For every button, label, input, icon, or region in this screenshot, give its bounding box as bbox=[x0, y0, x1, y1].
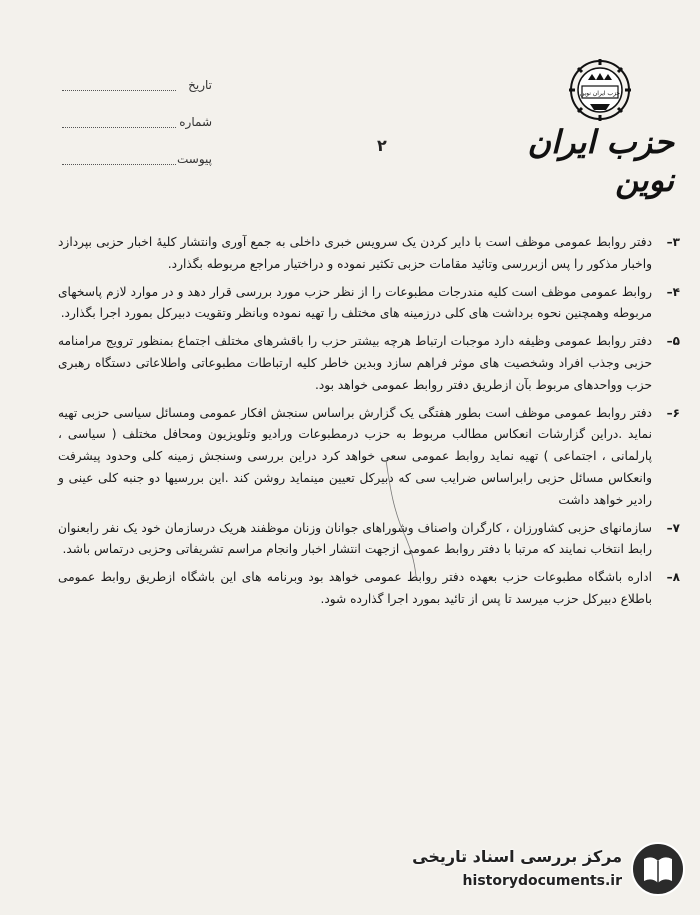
paragraph-5 bbox=[58, 331, 680, 396]
logo-text: حزب ایران نوین bbox=[579, 90, 621, 97]
book-icon bbox=[630, 841, 686, 897]
watermark bbox=[406, 841, 686, 901]
paragraph-text: روابط عمومی موظف است کلیه مندرجات مطبوعات را از نظر حزب مورد بررسی قرار دهد و در موارد لازم پاسخهای مربوطه وهمچنین نحوه برداشت های کلی درزمینه های مختلف را تهیه نموده وبانظر وتقویت دبیرکل بمورد اجرا بگذارد. bbox=[58, 284, 652, 321]
paragraph-text: اداره باشگاه مطبوعات حزب بعهده دفتر روابط عمومی خواهد بود وبرنامه های این باشگاه ازطریق روابط عمومی باطلاع دبیرکل حزب میرسد تا پس از تائید بمورد اجرا گذارده شود. bbox=[58, 570, 652, 606]
paragraph-number: ۶– bbox=[666, 405, 680, 420]
date-field bbox=[62, 72, 212, 109]
paragraph-number: ۵– bbox=[666, 334, 680, 349]
attachment-field bbox=[62, 146, 212, 183]
date-label: تاریخ bbox=[188, 78, 212, 92]
watermark-title: مرکز بررسی اسناد تاریخی bbox=[412, 847, 622, 866]
watermark-url: historydocuments.ir bbox=[462, 873, 622, 889]
paragraph-3 bbox=[58, 232, 680, 276]
number-line bbox=[62, 127, 176, 128]
paragraph-7 bbox=[58, 518, 680, 562]
paragraph-6 bbox=[58, 403, 680, 512]
number-field bbox=[62, 109, 212, 146]
attachment-line bbox=[62, 164, 176, 165]
paragraph-text: دفتر روابط عمومی موظف است بطور هفتگی یک گزارش براساس سنجش افکار عمومی ومسائل سیاسی حزبی تهیه نماید .دراین گزارشات انعکاس مطالب مربوط به حزب درمطبوعات ورادیو وتلویزیون ومحافل مختلف ( سیاسی ، پارلمانی ، اجتماعی ) تهیه نماید روابط عمومی سعی خواهد کرد دراین بررسی وسنجش زمینه کلی وحدود پیشرفت وانعکاس مسائل حزبی رابراساس ضرایب سی که دبیرکل تعیین مینماید روشن کند .این بررسیها دو جنبه کلی عینی و رادیر خواهد داشت bbox=[58, 405, 652, 507]
paragraph-4 bbox=[58, 282, 680, 326]
header-fields bbox=[62, 72, 212, 183]
paragraph-number: ۴– bbox=[666, 284, 680, 299]
attachment-label: پیوست bbox=[177, 152, 212, 166]
paragraph-number: ۷– bbox=[666, 520, 680, 535]
paragraph-number: ۳– bbox=[666, 235, 680, 249]
paragraph-text: دفتر روابط عمومی موظف است با دایر کردن یک سرویس خبری داخلی به جمع آوری وانتشار کلیهٔ اخبار حزبی بپردازد واخبار مذکور را پس ازبررسی وتائید مقامات حزبی تکثیر نموده و دراختیار مراجع مربوطه بگذارد. bbox=[58, 235, 652, 271]
date-line bbox=[62, 90, 176, 91]
paragraph-8 bbox=[58, 567, 680, 611]
paragraph-number: ۸– bbox=[666, 570, 680, 585]
paragraph-text: سازمانهای حزبی کشاورزان ، کارگران واصناف وشوراهای جوانان وزنان موظفند هریک درسازمان خود یک نفر رابعنوان رابط انتخاب نمایند که مرتبا با دفتر روابط عمومی ازجهت انتشار اخبار وانجام مراسم تشریفاتی وحزبی درتماس باشد. bbox=[58, 520, 652, 557]
party-logo-icon bbox=[568, 58, 632, 122]
pencil-mark bbox=[380, 458, 420, 578]
number-label: شماره bbox=[179, 115, 212, 129]
document-body bbox=[58, 232, 680, 617]
paragraph-text: دفتر روابط عمومی وظیفه دارد موجبات ارتباط هرچه بیشتر حزب را باقشرهای مختلف اجتماع بمنظور ترویج مرامنامه حزبی وجذب افراد وشخصیت های موثر فراهم سازد وبدین خاطر کلیه ارتباطات مطبوعاتی واطلاعاتی دستگاه رهبری حزب وواحدهای مربوط بآن ازطریق دفتر روابط عمومی خواهد بود. bbox=[58, 334, 652, 392]
page-number: ۲ bbox=[377, 136, 387, 155]
party-name: حزب ایران نوین bbox=[527, 123, 674, 199]
